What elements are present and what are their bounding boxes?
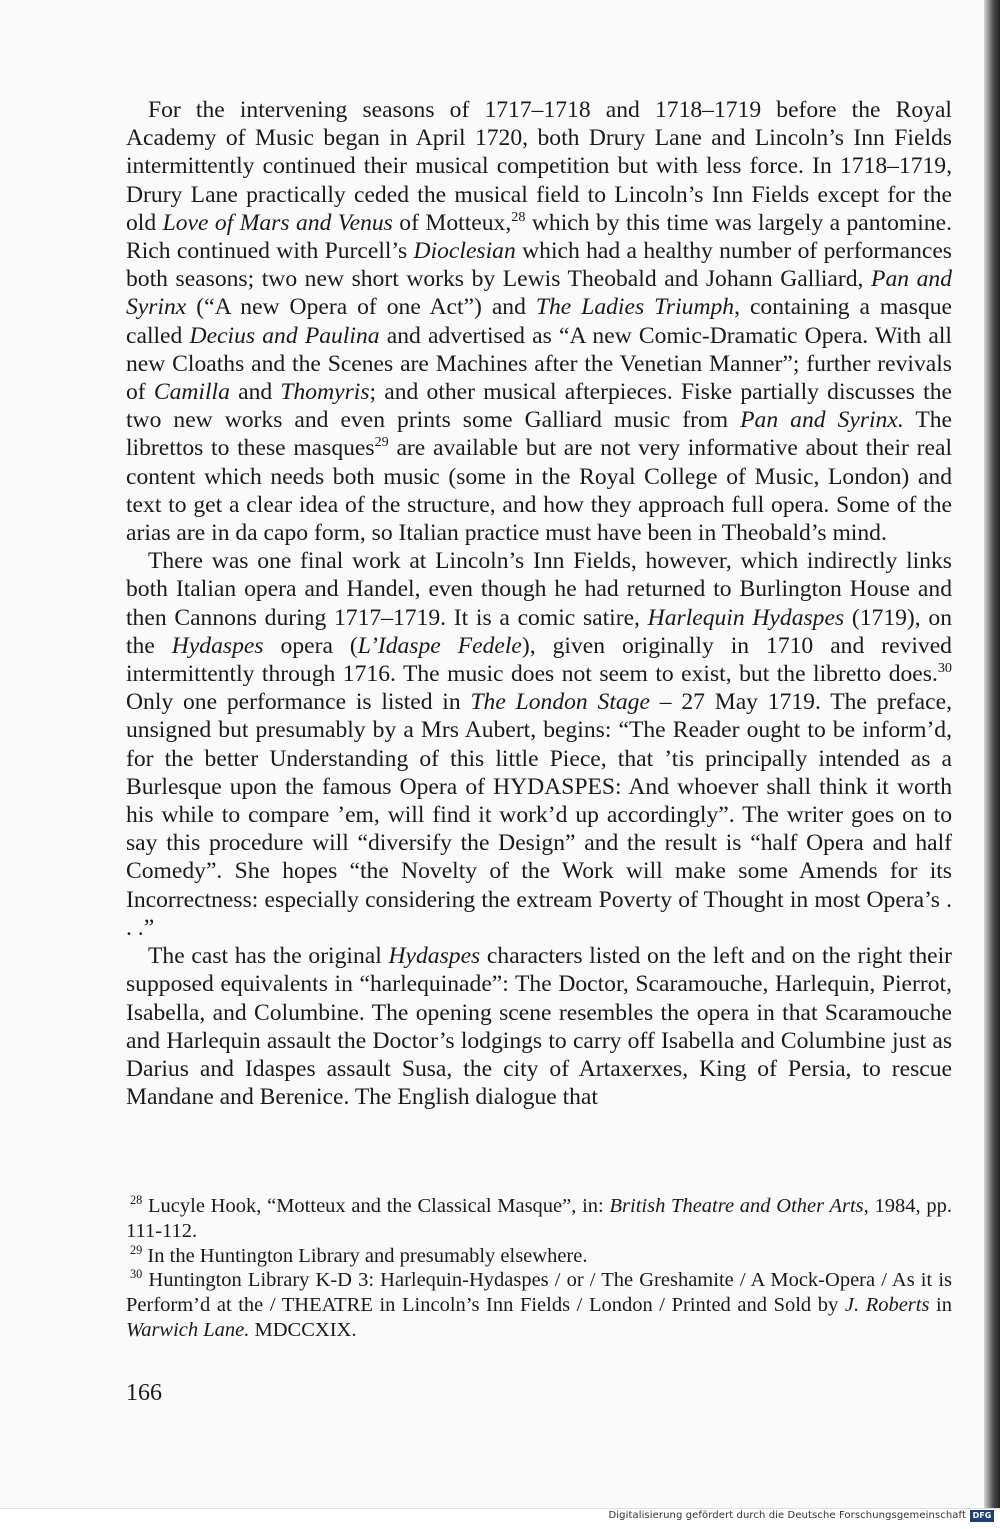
text-run: are available but are not very informative about their real content which needs both music (some in the Royal College of Music, London) and text to get a clear idea of the structure, and how they approach full opera. Some of the arias are in da capo form, so Italian practice must have been in Theobald’s mind.: [126, 435, 952, 547]
italic-title: Love of Mars and Venus: [162, 209, 393, 236]
text-run: opera (: [263, 632, 358, 659]
text-run: Only one performance is listed in: [126, 689, 471, 716]
italic-title: J. Roberts: [844, 1294, 930, 1317]
footnote: [126, 1268, 952, 1342]
text-run: ), given originally in 1710 and revived intermittently through 1716. The music does not seem to exist, but the libretto does.: [126, 632, 952, 688]
italic-title: L’Idaspe Fedele: [357, 632, 522, 659]
text-run: , containing a masque called: [126, 294, 953, 349]
text-run: MDCCXIX.: [249, 1318, 357, 1341]
text-run: Huntington Library K-D 3: Harlequin-Hydaspes / or / The Greshamite / A Mock-Opera / As it is Perform’d at the / THEATRE in Lincoln’s Inn Fields / London / Printed and Sold by: [126, 1269, 952, 1317]
text-run: , 1984, pp. 111-112.: [126, 1195, 952, 1242]
footnote-marker: 29: [374, 434, 389, 451]
italic-title: The Ladies Triumph: [535, 294, 735, 321]
footnote-marker: 30: [937, 660, 952, 677]
italic-title: British Theatre and Other Arts: [609, 1195, 864, 1217]
text-run: For the intervening seasons of 1717–1718 and 1718–1719 before the Royal Academy of Music began in April 1720, both Drury Lane and Lincoln’s Inn Fields intermittently continued their musical competition but with less force. In 1718–1719, Drury Lane practically ceded the musical field to Lincoln’s Inn Fields except for the old: [126, 97, 952, 236]
text-run: in: [929, 1294, 953, 1317]
footnote-marker: 29: [130, 1242, 143, 1257]
italic-title: Pan and Syrinx.: [740, 407, 904, 434]
text-run: (“A new Opera of one Act”) and: [186, 294, 536, 321]
italic-title: Harlequin Hydaspes: [647, 604, 845, 631]
text-run: The librettos to these masques: [126, 407, 952, 462]
digitization-note: Digitalisierung gefördert durch die Deutsche Forschungsgemeinschaft: [608, 1510, 966, 1521]
footnote-marker: 28: [130, 1193, 143, 1208]
body-text: [126, 96, 952, 1111]
italic-title: Warwich Lane.: [126, 1318, 250, 1341]
text-run: which by this time was largely a pantomine. Rich continued with Purcell’s: [126, 209, 952, 265]
text-run: – 27 May 1719. The preface, unsigned but presumably by a Mrs Aubert, begins: “The Reader ought to be inform’d, for the better Understanding of this little Piece, that ’tis principally intended as a Burlesque upon the famous Opera of HYDASPES: And whoever shall think it worth his while to compare ’em, will find it work’d up accordingly”. The writer goes on to say this procedure will “diversify the Design” and the result is “half Opera and half Comedy”. She hopes “the Novelty of the Work will make some Amends for its Incorrectness: especially considering the extream Poverty of Thought in most Opera’s . . .”: [126, 689, 952, 941]
body-paragraph: [126, 942, 952, 1111]
text-run: of Motteux,: [392, 209, 512, 236]
italic-title: Hydaspes: [171, 632, 264, 659]
footnote: [126, 1244, 952, 1269]
footnote-marker: 28: [511, 208, 526, 225]
italic-title: Hydaspes: [388, 943, 481, 970]
footnote-marker: 30: [130, 1267, 143, 1282]
italic-title: Thomyris: [280, 379, 370, 406]
italic-title: The London Stage: [470, 689, 650, 716]
italic-title: Dioclesian: [413, 238, 516, 265]
text-run: which had a healthy number of performances both seasons; two new short works by Lewis Theobald and Johann Galliard,: [126, 238, 952, 293]
text-run: There was one final work at Lincoln’s Inn Fields, however, which indirectly links both Italian opera and Handel, even though he had returned to Burlington House and then Cannons during 1717–1719. It is a comic satire,: [126, 548, 952, 631]
italic-title: Decius and Paulina: [189, 322, 380, 349]
body-paragraph: [126, 96, 952, 547]
text-run: (1719), on the: [126, 604, 952, 659]
page-number: 166: [126, 1380, 162, 1406]
text-run: In the Huntington Library and presumably elsewhere.: [142, 1244, 588, 1267]
text-run: and advertised as “A new Comic-Dramatic Opera. With all new Cloaths and the Scenes are Machines after the Venetian Manner”; further revivals of: [126, 322, 952, 406]
body-paragraph: [126, 547, 952, 942]
footnotes: [126, 1194, 952, 1343]
text-run: The cast has the original: [148, 943, 389, 970]
text-run: Lucyle Hook, “Motteux and the Classical Masque”, in:: [142, 1195, 610, 1217]
page-edge-shadow: [984, 0, 1000, 1508]
italic-title: Pan and Syrinx: [126, 266, 952, 321]
text-run: characters listed on the left and on the right their supposed equivalents in “harlequinade”: The Doctor, Scaramouche, Harlequin, Pierrot, Isabella, and Columbine. The opening scene resembles the opera in that Scaramouche and Harlequin assault the Doctor’s lodgings to carry off Isabella and Columbine just as Darius and Idaspes assault Susa, the city of Artaxerxes, King of Persia, to rescue Mandane and Berenice. The English dialogue that: [126, 943, 952, 1111]
dfg-logo-icon: DFG: [970, 1510, 994, 1522]
text-run: and: [229, 379, 281, 406]
italic-title: Camilla: [153, 379, 230, 406]
text-run: ; and other musical afterpieces. Fiske partially discusses the two new works and even prints some Galliard music from: [126, 379, 952, 434]
footnote: [126, 1194, 952, 1244]
